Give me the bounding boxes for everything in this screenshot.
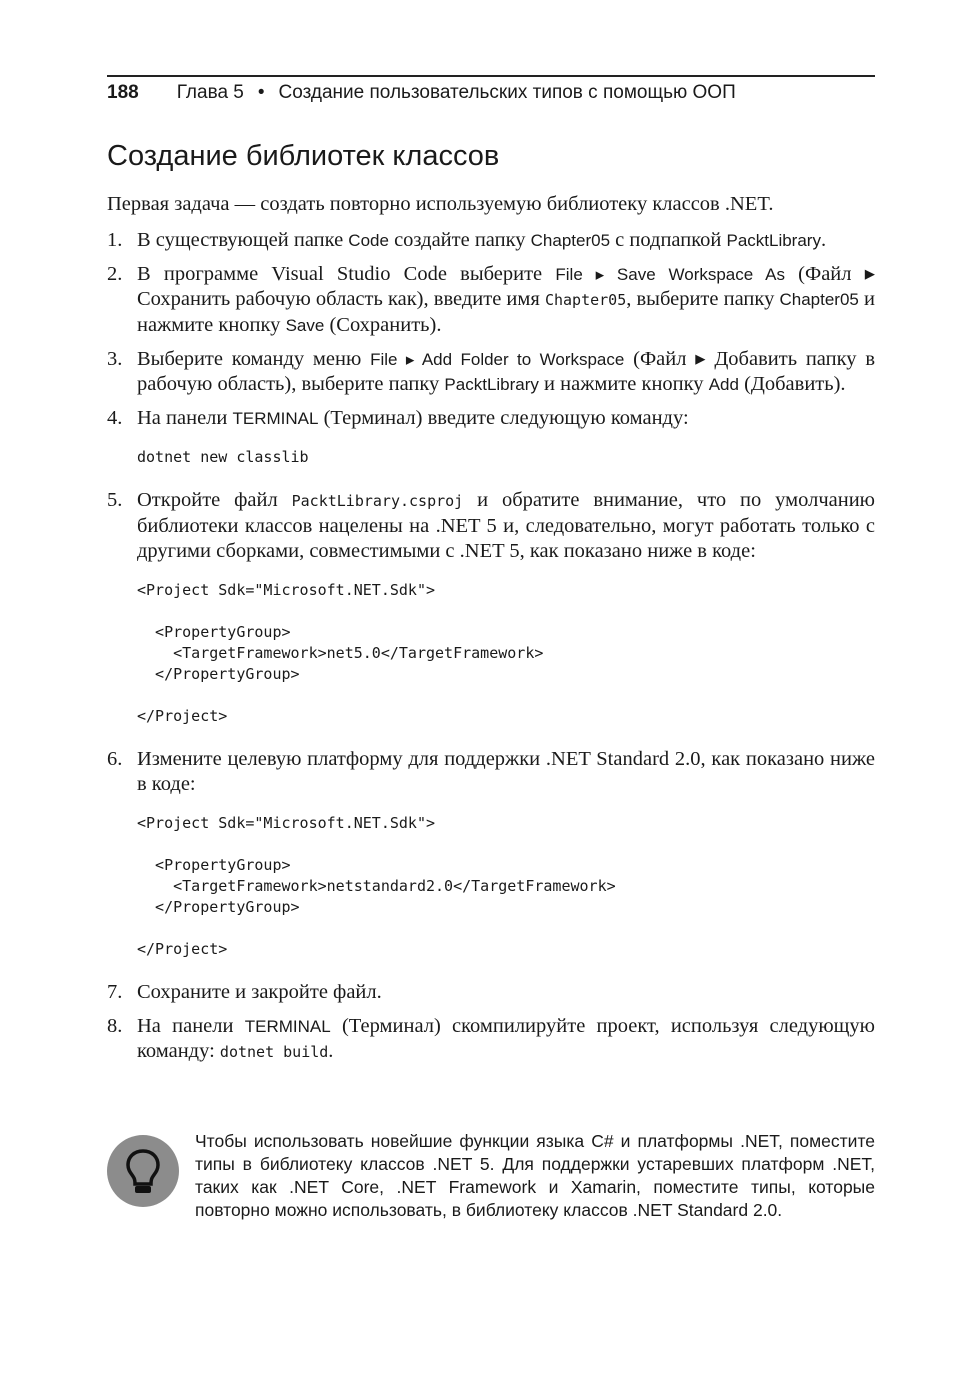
item-number: 2. bbox=[107, 263, 123, 285]
intro-paragraph: Первая задача — создать повторно используемую библиотеку классов .NET. bbox=[107, 193, 774, 215]
item-text: Измените целевую платформу для поддержки .NET Standard 2.0, как показано ниже в коде: bbox=[137, 748, 875, 795]
item-text: создайте папку bbox=[388, 229, 531, 251]
item-text: . bbox=[820, 229, 827, 251]
item-text: На панели bbox=[137, 1015, 245, 1037]
section-title: Создание библиотек классов bbox=[107, 140, 500, 172]
tip-text: Чтобы использовать новейшие функции языка C# и платформы .NET, поместите типы в библиотеку классов .NET 5. Для поддержки устаревших платформ .NET, таких как .NET Core, .NET Framework и Xamarin, поместите типы, которые повторно можно использовать, в библиотеку классов .NET Standard 2.0. bbox=[195, 1131, 875, 1220]
item-number: 6. bbox=[107, 748, 123, 770]
item-number: 7. bbox=[107, 981, 123, 1003]
list-item bbox=[107, 980, 875, 1005]
item-number: 4. bbox=[107, 407, 123, 429]
item-text: и обратите внимание, что по умолчанию библиотеки классов нацелены на .NET 5 и, следовательно, могут работать только с другими сборками, совместимыми с .NET 5, как показано ниже в коде: bbox=[137, 489, 875, 562]
list-item bbox=[107, 228, 875, 253]
header-rule bbox=[107, 75, 875, 77]
item-text: В программе Visual Studio Code выберите bbox=[137, 263, 556, 285]
ui-term: Chapter05 bbox=[779, 290, 859, 309]
item-text: (Сохранить). bbox=[324, 314, 442, 336]
ui-term: Add bbox=[708, 375, 739, 394]
ui-term: File ▸ Add Folder to Workspace bbox=[370, 350, 625, 369]
item-text: (Файл ▸ Сохранить рабочую область как), введите имя bbox=[137, 263, 876, 310]
list-item bbox=[107, 347, 875, 397]
item-text: (Терминал) введите следующую команду: bbox=[318, 407, 689, 429]
item-text: В существующей папке bbox=[137, 229, 349, 251]
item-text: Выберите команду меню bbox=[137, 348, 371, 370]
item-number: 8. bbox=[107, 1015, 123, 1037]
item-text: (Терминал) скомпилируйте проект, используя следующую команду: bbox=[137, 1015, 875, 1062]
ui-term: Save bbox=[285, 316, 325, 335]
item-text: Откройте файл bbox=[137, 489, 292, 511]
page-number: 188 bbox=[107, 82, 139, 103]
ui-term: TERMINAL bbox=[244, 1017, 331, 1036]
item-text: и нажмите кнопку bbox=[137, 288, 875, 336]
ui-term: PacktLibrary bbox=[444, 375, 539, 394]
item-text: На панели bbox=[137, 407, 233, 429]
list-item bbox=[107, 406, 875, 431]
item-text: (Файл ▸ Добавить папку в рабочую область), выберите папку bbox=[137, 348, 875, 395]
list-item bbox=[107, 747, 875, 797]
header-bullet: • bbox=[257, 82, 265, 103]
item-number: 3. bbox=[107, 348, 123, 370]
chapter-label: Глава 5 bbox=[176, 82, 244, 103]
item-text: Сохраните и закройте файл. bbox=[137, 981, 382, 1003]
code-block: <Project Sdk="Microsoft.NET.Sdk"> <PropertyGroup> <TargetFramework>net5.0</TargetFramework> </PropertyGroup> </Project> bbox=[137, 581, 544, 725]
item-text: (Добавить). bbox=[738, 373, 846, 395]
inline-code: PacktLibrary.csproj bbox=[291, 492, 464, 510]
item-text: , выберите папку bbox=[626, 288, 780, 310]
ui-term: TERMINAL bbox=[232, 409, 319, 428]
item-number: 1. bbox=[107, 229, 123, 251]
tip-box bbox=[107, 1130, 875, 1250]
lightbulb-icon bbox=[107, 1135, 179, 1207]
item-number: 5. bbox=[107, 489, 123, 511]
code-block: <Project Sdk="Microsoft.NET.Sdk"> <PropertyGroup> <TargetFramework>netstandard2.0</TargetFramework> </PropertyGroup> </Project> bbox=[137, 814, 616, 958]
item-text: и нажмите кнопку bbox=[538, 373, 709, 395]
inline-code: dotnet build bbox=[219, 1043, 329, 1061]
ui-term: Code bbox=[348, 231, 389, 250]
list-item bbox=[107, 488, 875, 564]
item-text: с подпапкой bbox=[610, 229, 727, 251]
ui-term: PacktLibrary bbox=[726, 231, 821, 250]
code-block: dotnet new classlib bbox=[137, 448, 309, 466]
ui-term: Chapter05 bbox=[530, 231, 611, 250]
inline-code: Chapter05 bbox=[544, 291, 627, 309]
list-item bbox=[107, 1014, 875, 1065]
section-body bbox=[107, 192, 875, 1074]
chapter-title: Создание пользовательских типов с помощью ООП bbox=[278, 82, 736, 103]
steps-list bbox=[107, 228, 875, 1065]
item-text: . bbox=[328, 1040, 334, 1062]
running-header bbox=[107, 82, 736, 104]
list-item bbox=[107, 262, 875, 338]
ui-term: File ▸ Save Workspace As bbox=[555, 265, 785, 284]
